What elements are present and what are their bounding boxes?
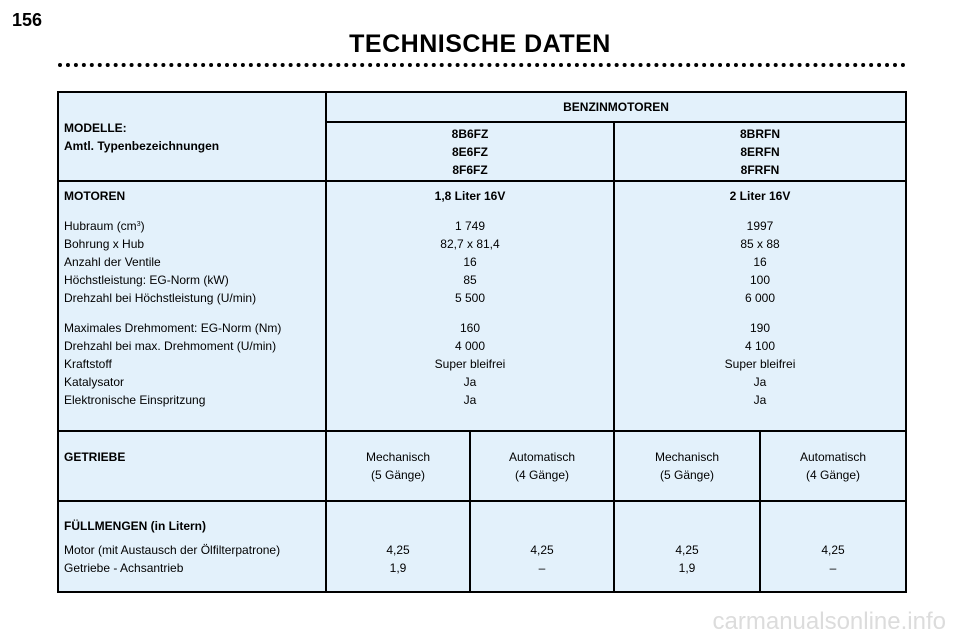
transmission-col-3 <box>614 431 760 501</box>
spec-label: Drehzahl bei max. Drehmoment (U/min) <box>64 339 277 353</box>
spec-value: 85 x 88 <box>740 237 780 251</box>
spec-value: Ja <box>753 375 767 389</box>
spec-label: Kraftstoff <box>64 357 112 371</box>
type-codes-engine-2 <box>614 122 906 181</box>
spec-value: 16 <box>753 255 767 269</box>
engine-2-values <box>614 181 906 431</box>
type-codes-engine-1 <box>326 122 614 181</box>
spec-value: Super bleifrei <box>434 357 506 371</box>
engines-labels <box>58 181 326 431</box>
type-code: 8E6FZ <box>451 145 488 159</box>
type-code: 8F6FZ <box>452 163 488 177</box>
types-label: Amtl. Typenbezeichnungen <box>64 138 220 153</box>
transmission-gears: (5 Gänge) <box>370 468 426 482</box>
transmission-section <box>58 431 906 501</box>
transmission-type: Automatisch <box>508 450 576 464</box>
capacity-value: 4,25 <box>386 543 410 557</box>
transmission-col-2 <box>470 431 614 501</box>
capacity-label: Getriebe - Achsantrieb <box>64 561 184 575</box>
spec-label: Elektronische Einspritzung <box>64 393 206 407</box>
type-code: 8B6FZ <box>451 127 489 141</box>
spec-value: 16 <box>463 255 477 269</box>
page-title: TECHNISCHE DATEN <box>349 30 611 58</box>
header-row <box>58 92 906 122</box>
capacity-value: 4,25 <box>821 543 845 557</box>
type-code: 8BRFN <box>740 127 781 141</box>
displacement-label: Hubraum $(cm^3)$ <box>64 219 145 233</box>
capacities-col-3 <box>614 501 760 592</box>
capacity-value: 4,25 <box>675 543 699 557</box>
transmission-title: GETRIEBE <box>58 431 326 501</box>
models-label: MODELLE: <box>64 120 127 135</box>
capacities-section <box>58 501 906 592</box>
spec-label: Bohrung x Hub <box>64 237 145 251</box>
fuel-group-header: BENZINMOTOREN <box>326 92 906 122</box>
transmission-type: Mechanisch <box>654 450 720 464</box>
type-code: 8ERFN <box>740 145 780 159</box>
spec-value: 82,7 x 81,4 <box>440 237 500 251</box>
capacity-value: – <box>829 561 837 575</box>
engines-section <box>58 181 906 431</box>
type-code: 8FRFN <box>740 163 780 177</box>
page-number: 156 <box>12 10 43 30</box>
capacities-col-1 <box>326 501 470 592</box>
capacities-col-2 <box>470 501 614 592</box>
spec-value: 5 500 <box>454 291 486 305</box>
spec-value: 4 000 <box>454 339 486 353</box>
capacities-title: FÜLLMENGEN (in Litern) <box>64 519 206 533</box>
transmission-type: Mechanisch <box>365 450 431 464</box>
spec-label: Maximales Drehmoment: EG-Norm (Nm) <box>64 321 282 335</box>
watermark: carmanualsonline.info <box>712 608 946 635</box>
spec-value: 100 <box>750 273 771 287</box>
capacities-labels <box>58 501 326 592</box>
spec-value: 190 <box>750 321 771 335</box>
spec-value: 6 000 <box>745 291 776 305</box>
transmission-gears: (4 Gänge) <box>514 468 570 482</box>
capacity-label: Motor (mit Austausch der Ölfilterpatrone) <box>64 543 281 557</box>
transmission-gears: (4 Gänge) <box>806 468 861 482</box>
spec-label: Drehzahl bei Höchstleistung (U/min) <box>64 291 257 305</box>
spec-value: 160 <box>459 321 481 335</box>
capacity-value: 1,9 <box>389 561 407 575</box>
spec-value: Ja <box>463 375 477 389</box>
engines-title: MOTOREN <box>64 189 126 203</box>
spec-table <box>57 91 907 593</box>
transmission-col-4 <box>760 431 906 501</box>
capacity-value: 1,9 <box>678 561 696 575</box>
transmission-col-1 <box>326 431 470 501</box>
capacity-value: – <box>538 561 546 575</box>
spec-label: Höchstleistung: EG-Norm (kW) <box>64 273 229 287</box>
spec-value: Ja <box>753 393 767 407</box>
spec-value: 1997 <box>746 219 774 233</box>
engine-1-values <box>326 181 614 431</box>
capacity-value: 4,25 <box>530 543 554 557</box>
spec-value: 1 749 <box>454 219 486 233</box>
dotted-divider <box>58 63 906 67</box>
spec-value: 4 100 <box>745 339 776 353</box>
spec-label: Anzahl der Ventile <box>64 255 161 269</box>
spec-value: Super bleifrei <box>724 357 796 371</box>
transmission-type: Automatisch <box>800 450 867 464</box>
engine-1-name: 1,8 Liter 16V <box>434 189 506 203</box>
transmission-gears: (5 Gänge) <box>659 468 715 482</box>
models-header-cell <box>58 92 326 181</box>
engine-2-name: 2 Liter 16V <box>729 189 791 203</box>
capacities-col-4 <box>760 501 906 592</box>
spec-value: Ja <box>463 393 477 407</box>
spec-label: Katalysator <box>64 375 125 389</box>
spec-value: 85 <box>463 273 477 287</box>
